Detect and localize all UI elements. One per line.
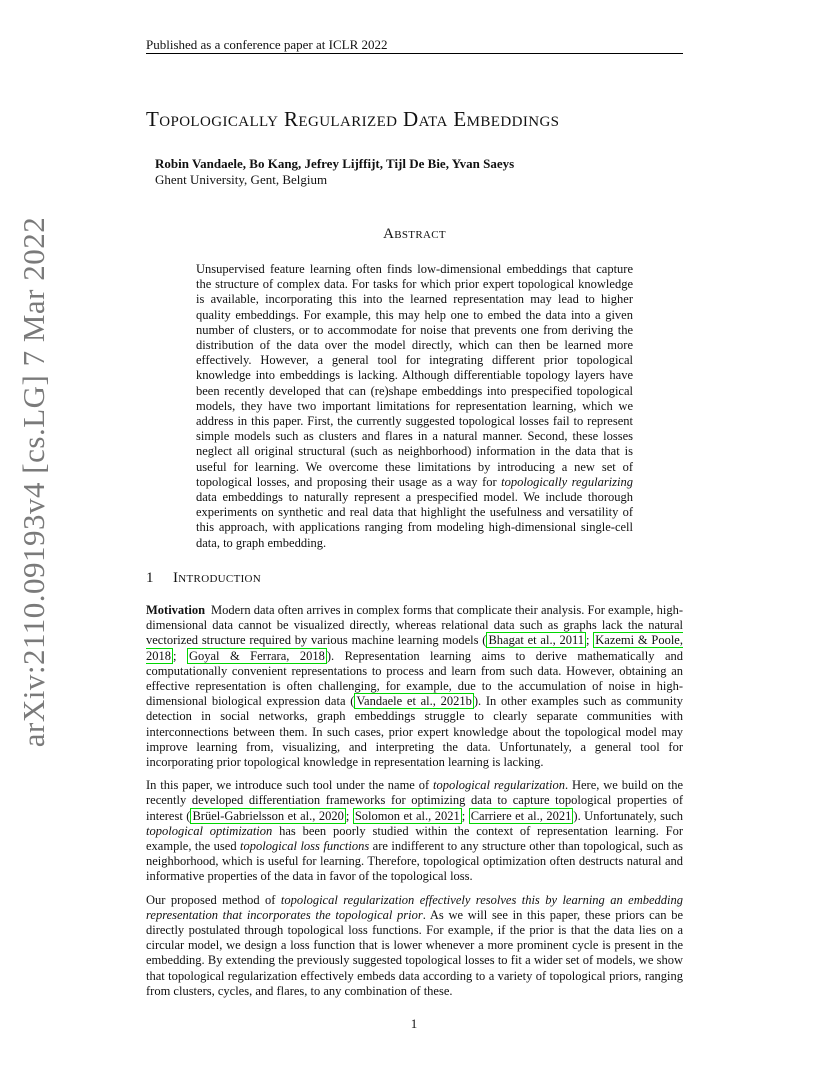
paragraph-heading: Motivation — [146, 603, 206, 617]
paper-title: Topologically Regularized Data Embeddings — [146, 107, 560, 131]
abstract-part: Unsupervised feature learning often finds low-dimensional embeddings that capture the structure of complex data. For tasks for which prior expert topological knowledge is available, incorporating this into the learned representation may lead to higher quality embeddings. For example, this may help one to embed the data into a given number of clusters, or to accommodate for noise that prevents one from deriving the distribution of the data over the model directly, which can then be learned more effectively. However, a general tool for integrating different prior topological knowledge into embeddings is lacking. Although differentiable topology layers have been recently developed that can (re)shape embeddings into prespecified topological models, they have two important limitations for representation learning, which we address in this paper. First, the currently suggested topological losses fail to represent simple models such as clusters and flares in a natural manner. Second, these losses neglect all original structural (such as neighborhood) information in the data that is useful for learning. We overcome these limitations by introducing a new set of topological losses, and proposing their usage as a way for — [196, 262, 633, 489]
section-number: 1 — [146, 570, 154, 586]
abstract-part: data embeddings to naturally represent a prespecified model. We include thorough experiments on synthetic and real data that highlight the usefulness and versatility of this approach, with applications ranging from modeling high-dimensional single-cell data, to graph embedding. — [196, 490, 633, 550]
section-title: Introduction — [173, 570, 262, 586]
paragraph-regularization — [146, 778, 683, 884]
text-run: ). Representation learning aims to derive mathematically and computationally convenient representations to process and learn from such data. However, obtaining an effective representation is often challenging, for example, due to the accumulation of noise in high-dimensional biological expression data ( — [146, 648, 683, 709]
citation-link[interactable]: Kazemi & Poole, 2018 — [146, 633, 683, 663]
text-run: are indifferent to any structure other than topological, such as neighborhood, which is useful for learning. Therefore, topological optimization often destructs natural and informative properties of the data in favor of the topological loss. — [146, 839, 683, 884]
text-run: ; — [345, 808, 353, 823]
citation-link[interactable]: Goyal & Ferrara, 2018 — [188, 648, 325, 663]
text-run: ). In other examples such as community detection in social networks, graph embeddings struggle to clearly separate communities with interconnections between them. In such cases, prior expert knowledge about the topological model may improve learning from, visualizing, and interpreting the data. Unfortunately, a general tool for incorporating prior topological knowledge in representation learning is lacking. — [146, 694, 683, 770]
text-run: ; — [173, 648, 187, 663]
running-header: Published as a conference paper at ICLR 2022 — [146, 37, 388, 52]
emphasis-run: topological loss functions — [240, 839, 370, 854]
text-run: ). Unfortunately, such — [573, 808, 684, 823]
abstract-text — [196, 262, 633, 551]
header-rule — [146, 53, 683, 54]
citation-link[interactable]: Brüel-Gabrielsson et al., 2020 — [192, 808, 344, 823]
text-run: . As we will see in this paper, these priors can be directly postulated through topological loss functions. For example, if the prior is that the data lies on a circular model, we design a loss function that is lower whenever a more prominent cycle is present in the embedding. By extending the previously suggested topological losses to fit a wider set of models, we show that topological regularization effectively embeds data according to a variety of topological priors, ranging from clusters, cycles, and flares, to any combination of these. — [146, 907, 683, 998]
paragraph-motivation — [146, 603, 683, 770]
affiliation: Ghent University, Gent, Belgium — [155, 172, 328, 187]
text-run: ; — [586, 633, 594, 648]
citation-link[interactable]: Vandaele et al., 2021b — [356, 694, 472, 709]
section-heading — [146, 570, 261, 587]
page-number: 1 — [410, 1016, 418, 1031]
text-run: Modern data often arrives in complex forms that complicate their analysis. For example, high-dimensional data cannot be visualized directly, whereas relational data such as graphs lack the natural vectorized structure required by various machine learning models ( — [146, 603, 683, 648]
author-list: Robin Vandaele, Bo Kang, Jefrey Lijffijt, Tijl De Bie, Yvan Saeys — [155, 156, 515, 171]
citation-link[interactable]: Carriere et al., 2021 — [470, 808, 572, 823]
text-run: In this paper, we introduce such tool under the name of — [146, 778, 434, 793]
emphasis-run: topological regularization effectively resolves this by learning an embedding representation that incorporates the topological prior — [146, 892, 683, 922]
abstract-emphasis: topologically regularizing — [501, 474, 633, 489]
body-text — [146, 603, 683, 1007]
citation-link[interactable]: Solomon et al., 2021 — [354, 808, 460, 823]
text-run: ; — [461, 808, 469, 823]
text-run: . Here, we build on the recently developed differentiation frameworks for optimizing data to capture topological properties of interest ( — [146, 778, 683, 823]
text-run: Our proposed method of — [146, 892, 281, 907]
paragraph-proposed-method — [146, 893, 683, 999]
abstract-heading: Abstract — [383, 226, 446, 242]
emphasis-run: topological optimization — [146, 823, 273, 838]
emphasis-run: topological regularization — [433, 778, 565, 793]
arxiv-stamp[interactable]: arXiv:2110.09193v4 [cs.LG] 7 Mar 2022 — [16, 216, 51, 748]
citation-link[interactable]: Bhagat et al., 2011 — [488, 633, 584, 648]
text-run: has been poorly studied within the context of representation learning. For example, the used — [146, 823, 684, 854]
